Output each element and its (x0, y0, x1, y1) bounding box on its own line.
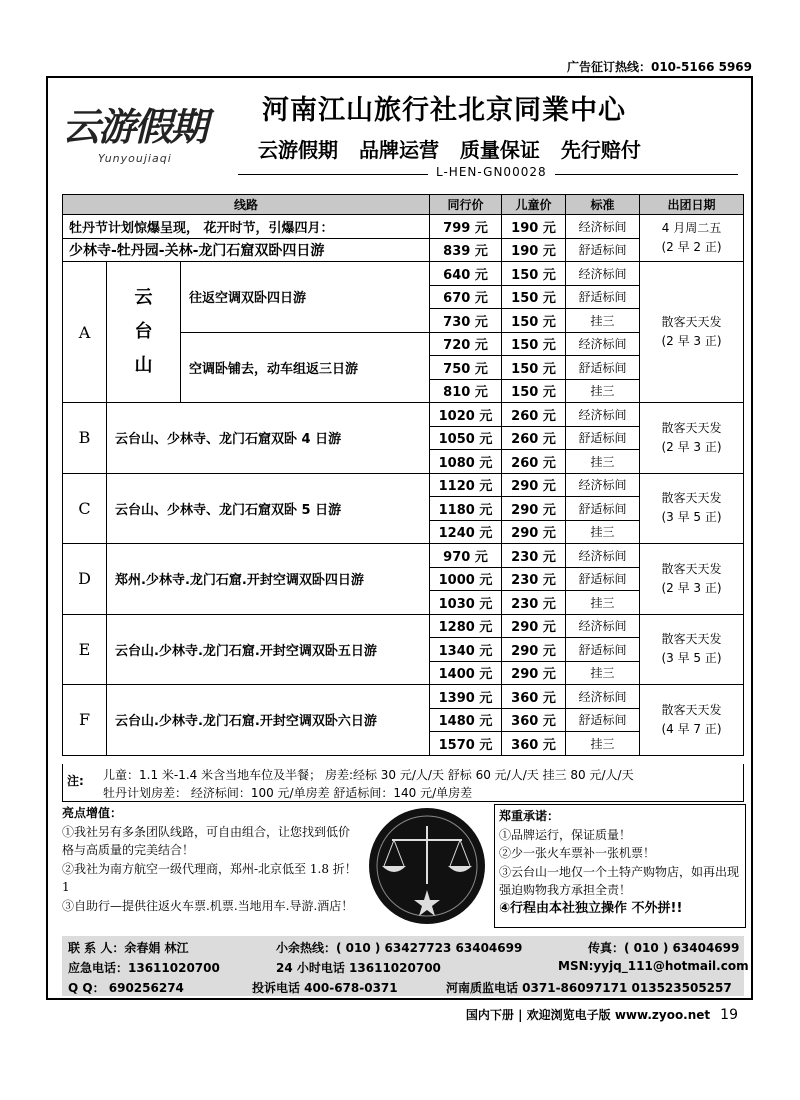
ad-frame (46, 76, 753, 1000)
child-price-cell: 290 元 (502, 497, 566, 521)
child-price-cell: 230 元 (502, 591, 566, 615)
price-cell: 810 元 (430, 379, 502, 403)
promise-item: ③云台山一地仅一个土特产购物店，如再出现强迫购物我方承担全责！ (499, 864, 740, 897)
price-cell: 670 元 (430, 285, 502, 309)
price-cell: 730 元 (430, 309, 502, 333)
departure-cell: 散客天天发 (2 早 3 正) (640, 262, 744, 403)
standard-cell: 经济标间 (566, 262, 640, 286)
price-cell: 1000 元 (430, 567, 502, 591)
child-price-cell: 150 元 (502, 262, 566, 286)
contact-fax: 传真：( 010 ) 63404699 (588, 941, 740, 955)
contact-hotline: 小余热线：( 010 ) 63427723 63404699 (276, 941, 523, 955)
child-price-cell: 150 元 (502, 285, 566, 309)
standard-cell: 挂三 (566, 450, 640, 474)
notes (62, 764, 744, 802)
route-name: 云台山、少林寺、龙门石窟双卧 5 日游 (107, 473, 430, 544)
contact-msn: MSN:yyjq_111@hotmail.com (558, 959, 749, 973)
standard-cell: 舒适标间 (566, 285, 640, 309)
standard-cell: 经济标间 (566, 685, 640, 709)
departure-text: 散客天天发 (4 早 7 正) (661, 702, 722, 736)
departure-text: 散客天天发 (3 早 5 正) (661, 491, 722, 525)
standard-cell: 经济标间 (566, 544, 640, 568)
notes-label: 注: (67, 774, 84, 788)
group-letter: C (63, 473, 107, 544)
price-cell: 1240 元 (430, 520, 502, 544)
standard-cell: 挂三 (566, 309, 640, 333)
promise-item: ②少一张火车票补一张机票！ (499, 846, 656, 860)
col-route: 线路 (63, 195, 430, 215)
standard-cell: 舒适标间 (566, 238, 640, 262)
table-row (63, 685, 744, 709)
child-price-cell: 360 元 (502, 708, 566, 732)
standard-cell: 经济标间 (566, 614, 640, 638)
col-price: 同行价 (430, 195, 502, 215)
table-row (63, 473, 744, 497)
departure-cell (640, 473, 744, 544)
logo-sub: Yunyoujiaqi (98, 152, 172, 165)
child-price-cell: 290 元 (502, 473, 566, 497)
promise-item: ①品牌运行，保证质量！ (499, 827, 632, 842)
route-name: 云台山.少林寺.龙门石窟.开封空调双卧六日游 (107, 685, 430, 756)
col-child: 儿童价 (502, 195, 566, 215)
highlight-item: ②我社为南方航空一级代理商，郑州-北京低至 1.8 折！1 (62, 861, 357, 894)
child-price-cell: 290 元 (502, 661, 566, 685)
price-cell: 750 元 (430, 356, 502, 380)
child-price-cell: 150 元 (502, 379, 566, 403)
standard-cell: 舒适标间 (566, 638, 640, 662)
departure-cell (640, 614, 744, 685)
standard-cell: 经济标间 (566, 332, 640, 356)
standard-cell: 经济标间 (566, 215, 640, 239)
price-cell: 1400 元 (430, 661, 502, 685)
child-price-cell: 290 元 (502, 614, 566, 638)
departure-text: 散客天天发 (2 早 3 正) (661, 561, 722, 595)
departure-text: 散客天天发 (3 早 5 正) (661, 632, 722, 666)
col-dates: 出团日期 (640, 195, 744, 215)
highlights-title: 亮点增值： (62, 806, 123, 820)
child-price-cell: 260 元 (502, 426, 566, 450)
contact-complaint: 投诉电话 400-678-0371 (252, 981, 398, 995)
departure-cell: 4 月周二五 (2 早 2 正) (640, 215, 744, 262)
footer-text: 国内下册 | 欢迎浏览电子版 www.zyoo.net (465, 1008, 711, 1022)
departure-cell (640, 685, 744, 756)
price-cell: 799 元 (430, 215, 502, 239)
group-letter: A (63, 262, 107, 403)
table-row (63, 403, 744, 427)
promo-line1: 牡丹节计划惊爆呈现， 花开时节，引爆四月： (63, 215, 430, 239)
child-price-cell: 230 元 (502, 544, 566, 568)
group-a-destination: 云 台 山 (107, 262, 181, 403)
price-cell: 1570 元 (430, 732, 502, 756)
promise-item-strong: ④行程由本社独立操作 不外拼!! (499, 900, 683, 916)
table-row (63, 262, 744, 286)
route-name: 往返空调双卧四日游 (181, 262, 430, 333)
notes-line2: 牡丹计划房差： 经济标间：100 元/单房差 舒适标间：140 元/单房差 (103, 786, 473, 800)
footer (466, 1006, 738, 1023)
standard-cell: 挂三 (566, 520, 640, 544)
slogans: 云游假期 品牌运营 质量保证 先行赔付 (258, 138, 641, 162)
price-cell: 839 元 (430, 238, 502, 262)
contact-emergency: 应急电话：13611020700 (68, 961, 220, 975)
contact-quality: 河南质监电话 0371-86097171 013523505257 (446, 981, 732, 995)
price-cell: 1030 元 (430, 591, 502, 615)
group-letter: F (63, 685, 107, 756)
logo-text: 云游假期 (62, 104, 207, 149)
route-name: 郑州.少林寺.龙门石窟.开封空调双卧四日游 (107, 544, 430, 615)
price-cell: 1480 元 (430, 708, 502, 732)
standard-cell: 舒适标间 (566, 497, 640, 521)
departure-cell (640, 403, 744, 474)
col-standard: 标准 (566, 195, 640, 215)
promise (494, 804, 746, 928)
contact-qq: Q Q： 690256274 (68, 981, 184, 995)
child-price-cell: 190 元 (502, 215, 566, 239)
route-name: 空调卧铺去，动车组返三日游 (181, 332, 430, 403)
departure-cell (640, 544, 744, 615)
promo-line2: 少林寺-牡丹园-关林-龙门石窟双卧四日游 (63, 238, 430, 262)
logo (58, 86, 258, 178)
standard-cell: 舒适标间 (566, 356, 640, 380)
child-price-cell: 190 元 (502, 238, 566, 262)
price-cell: 640 元 (430, 262, 502, 286)
highlights (62, 804, 358, 928)
standard-cell: 经济标间 (566, 403, 640, 427)
price-cell: 720 元 (430, 332, 502, 356)
child-price-cell: 260 元 (502, 403, 566, 427)
highlight-item: ③自助行—提供往返火车票.机票.当地用车.导游.酒店！ (62, 898, 354, 913)
price-cell: 1280 元 (430, 614, 502, 638)
route-name: 云台山.少林寺.龙门石窟.开封空调双卧五日游 (107, 614, 430, 685)
agency-title: 河南江山旅行社北京同業中心 (262, 95, 626, 126)
price-cell: 1020 元 (430, 403, 502, 427)
price-cell: 1120 元 (430, 473, 502, 497)
table-row (63, 614, 744, 638)
header (48, 78, 751, 188)
contact-24h: 24 小时电话 13611020700 (276, 961, 441, 975)
scales-emblem-icon (362, 806, 492, 926)
standard-cell: 挂三 (566, 379, 640, 403)
notes-line1: 儿童：1.1 米-1.4 米含当地车位及半餐； 房差:经标 30 元/人/天 舒标 60 元/人/天 挂三 80 元/人/天 (103, 768, 634, 782)
standard-cell: 舒适标间 (566, 708, 640, 732)
group-letter: B (63, 403, 107, 474)
groups-body (63, 403, 744, 756)
price-cell: 970 元 (430, 544, 502, 568)
price-cell: 1390 元 (430, 685, 502, 709)
promise-title: 郑重承诺： (499, 809, 560, 823)
child-price-cell: 290 元 (502, 638, 566, 662)
price-cell: 1050 元 (430, 426, 502, 450)
group-letter: D (63, 544, 107, 615)
table-header (63, 195, 744, 215)
page-number: 19 (720, 1007, 738, 1023)
contact-bar (62, 936, 749, 996)
child-price-cell: 360 元 (502, 732, 566, 756)
table-row (63, 544, 744, 568)
license-number: L-HEN-GN00028 (428, 165, 555, 179)
routes-table (62, 194, 744, 756)
standard-cell: 挂三 (566, 591, 640, 615)
child-price-cell: 290 元 (502, 520, 566, 544)
standard-cell: 经济标间 (566, 473, 640, 497)
table-row (63, 215, 744, 239)
group-letter: E (63, 614, 107, 685)
standard-cell: 舒适标间 (566, 567, 640, 591)
child-price-cell: 150 元 (502, 356, 566, 380)
child-price-cell: 360 元 (502, 685, 566, 709)
child-price-cell: 150 元 (502, 332, 566, 356)
price-cell: 1180 元 (430, 497, 502, 521)
contact-person: 联 系 人：余春娟 林江 (68, 941, 189, 955)
child-price-cell: 230 元 (502, 567, 566, 591)
standard-cell: 挂三 (566, 661, 640, 685)
route-name: 云台山、少林寺、龙门石窟双卧 4 日游 (107, 403, 430, 474)
standard-cell: 舒适标间 (566, 426, 640, 450)
price-cell: 1340 元 (430, 638, 502, 662)
highlight-item: ①我社另有多条团队线路，可自由组合，让您找到低价格与高质量的完美结合！ (62, 824, 351, 857)
price-cell: 1080 元 (430, 450, 502, 474)
departure-text: 散客天天发 (2 早 3 正) (661, 420, 722, 454)
standard-cell: 挂三 (566, 732, 640, 756)
child-price-cell: 260 元 (502, 450, 566, 474)
ad-hotline: 广告征订热线：010-5166 5969 (566, 60, 752, 74)
child-price-cell: 150 元 (502, 309, 566, 333)
